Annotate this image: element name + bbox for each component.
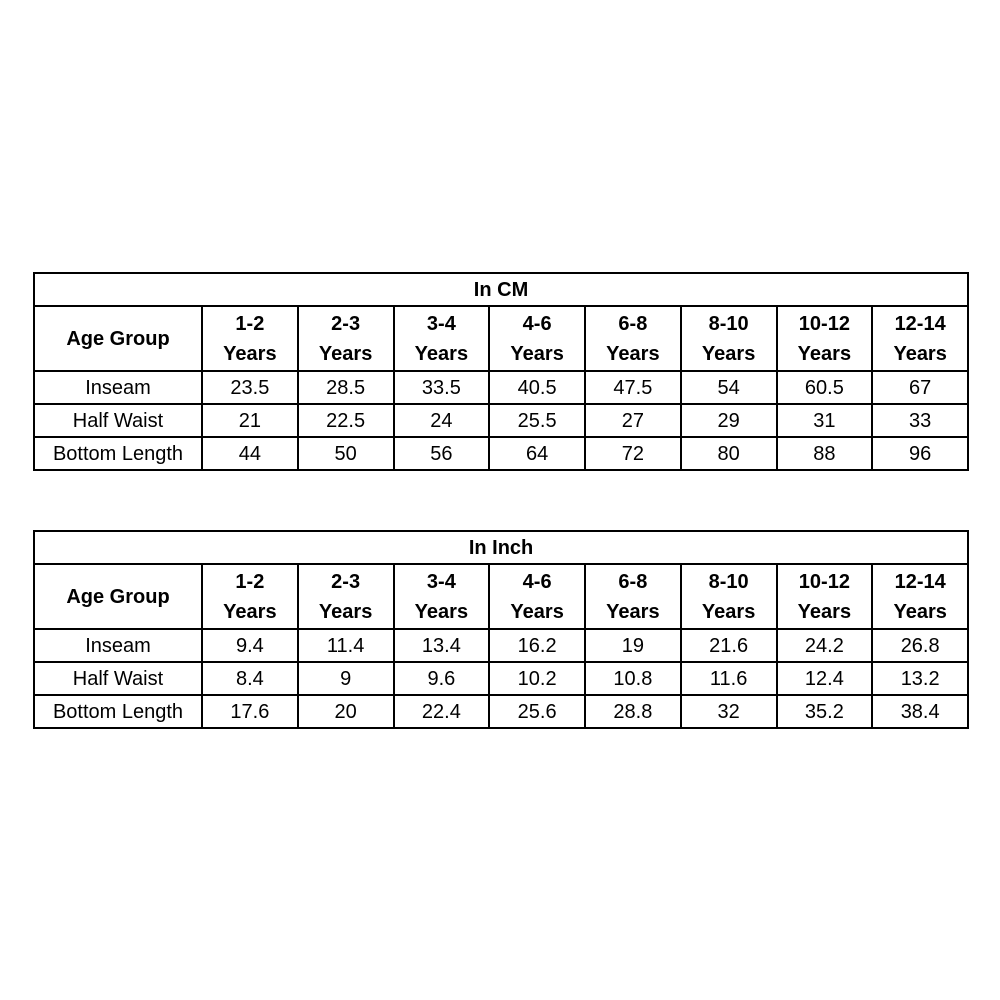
column-header bbox=[681, 306, 777, 371]
table-title: In CM bbox=[34, 273, 968, 306]
table-row bbox=[34, 662, 968, 695]
table-cell: 72 bbox=[585, 437, 681, 470]
row-label: Inseam bbox=[34, 629, 202, 662]
table-cell: 25.5 bbox=[489, 404, 585, 437]
header-row bbox=[34, 306, 968, 371]
column-header bbox=[394, 306, 490, 371]
size-table-cm bbox=[33, 272, 969, 471]
table-cell: 13.4 bbox=[394, 629, 490, 662]
column-unit: Years bbox=[701, 342, 756, 365]
table-row bbox=[34, 371, 968, 404]
column-unit: Years bbox=[318, 342, 373, 365]
column-range: 2-3 bbox=[331, 570, 361, 593]
table-cell: 9 bbox=[298, 662, 394, 695]
table-cell: 11.4 bbox=[298, 629, 394, 662]
column-range: 8-10 bbox=[708, 312, 749, 335]
table-cell: 11.6 bbox=[681, 662, 777, 695]
table-cell: 47.5 bbox=[585, 371, 681, 404]
column-header bbox=[202, 564, 298, 629]
table-cell: 56 bbox=[394, 437, 490, 470]
table-cell: 17.6 bbox=[202, 695, 298, 728]
table-cell: 21.6 bbox=[681, 629, 777, 662]
table-title: In Inch bbox=[34, 531, 968, 564]
column-range: 2-3 bbox=[331, 312, 361, 335]
column-unit: Years bbox=[701, 600, 756, 623]
column-range: 12-14 bbox=[894, 312, 946, 335]
title-row bbox=[34, 273, 968, 306]
table-cell: 32 bbox=[681, 695, 777, 728]
table-cell: 29 bbox=[681, 404, 777, 437]
column-range: 4-6 bbox=[522, 570, 552, 593]
table-cell: 10.8 bbox=[585, 662, 681, 695]
table-cell: 50 bbox=[298, 437, 394, 470]
table-cell: 24 bbox=[394, 404, 490, 437]
column-range: 8-10 bbox=[708, 570, 749, 593]
row-label: Half Waist bbox=[34, 662, 202, 695]
table-cell: 25.6 bbox=[489, 695, 585, 728]
column-unit: Years bbox=[510, 600, 564, 623]
column-header bbox=[394, 564, 490, 629]
column-unit: Years bbox=[893, 600, 947, 623]
column-header bbox=[202, 306, 298, 371]
column-unit: Years bbox=[893, 342, 947, 365]
table-cell: 60.5 bbox=[777, 371, 873, 404]
table-row bbox=[34, 695, 968, 728]
column-unit: Years bbox=[223, 600, 277, 623]
column-range: 1-2 bbox=[235, 570, 265, 593]
column-unit: Years bbox=[797, 342, 852, 365]
table-cell: 9.4 bbox=[202, 629, 298, 662]
table-cell: 10.2 bbox=[489, 662, 585, 695]
table-cell: 21 bbox=[202, 404, 298, 437]
column-unit: Years bbox=[414, 342, 469, 365]
table-cell: 19 bbox=[585, 629, 681, 662]
table-cell: 88 bbox=[777, 437, 873, 470]
table-cell: 80 bbox=[681, 437, 777, 470]
table-cell: 22.4 bbox=[394, 695, 490, 728]
table-cell: 24.2 bbox=[777, 629, 873, 662]
column-range: 6-8 bbox=[618, 570, 648, 593]
column-range: 12-14 bbox=[894, 570, 946, 593]
column-header bbox=[872, 306, 968, 371]
title-row bbox=[34, 531, 968, 564]
size-table-inch bbox=[33, 530, 969, 729]
table-cell: 26.8 bbox=[872, 629, 968, 662]
column-unit: Years bbox=[606, 600, 660, 623]
column-unit: Years bbox=[510, 342, 564, 365]
column-header bbox=[872, 564, 968, 629]
table-cell: 28.8 bbox=[585, 695, 681, 728]
column-header bbox=[298, 306, 394, 371]
table-cell: 27 bbox=[585, 404, 681, 437]
column-unit: Years bbox=[318, 600, 373, 623]
table-cell: 40.5 bbox=[489, 371, 585, 404]
table-cell: 8.4 bbox=[202, 662, 298, 695]
column-header bbox=[489, 564, 585, 629]
header-row bbox=[34, 564, 968, 629]
column-unit: Years bbox=[414, 600, 469, 623]
row-header-cell: Age Group bbox=[34, 306, 202, 371]
table-cell: 12.4 bbox=[777, 662, 873, 695]
column-range: 1-2 bbox=[235, 312, 265, 335]
table-cell: 22.5 bbox=[298, 404, 394, 437]
column-header bbox=[585, 306, 681, 371]
table-cell: 23.5 bbox=[202, 371, 298, 404]
column-header bbox=[298, 564, 394, 629]
table-cell: 16.2 bbox=[489, 629, 585, 662]
table-cell: 31 bbox=[777, 404, 873, 437]
table-row bbox=[34, 437, 968, 470]
table-cell: 35.2 bbox=[777, 695, 873, 728]
column-range: 3-4 bbox=[426, 312, 456, 335]
table-cell: 64 bbox=[489, 437, 585, 470]
table-cell: 44 bbox=[202, 437, 298, 470]
table-cell: 67 bbox=[872, 371, 968, 404]
column-unit: Years bbox=[797, 600, 852, 623]
table-cell: 13.2 bbox=[872, 662, 968, 695]
table-cell: 20 bbox=[298, 695, 394, 728]
row-header-cell: Age Group bbox=[34, 564, 202, 629]
table-row bbox=[34, 629, 968, 662]
table-cell: 96 bbox=[872, 437, 968, 470]
table-cell: 28.5 bbox=[298, 371, 394, 404]
row-label: Bottom Length bbox=[34, 437, 202, 470]
column-range: 4-6 bbox=[522, 312, 552, 335]
column-range: 10-12 bbox=[798, 570, 850, 593]
row-label: Inseam bbox=[34, 371, 202, 404]
column-range: 3-4 bbox=[426, 570, 456, 593]
table-cell: 38.4 bbox=[872, 695, 968, 728]
table-cell: 33.5 bbox=[394, 371, 490, 404]
column-header bbox=[777, 306, 873, 371]
column-unit: Years bbox=[606, 342, 660, 365]
column-unit: Years bbox=[223, 342, 277, 365]
row-label: Half Waist bbox=[34, 404, 202, 437]
column-range: 10-12 bbox=[798, 312, 850, 335]
table-row bbox=[34, 404, 968, 437]
column-header bbox=[681, 564, 777, 629]
column-range: 6-8 bbox=[618, 312, 648, 335]
row-label: Bottom Length bbox=[34, 695, 202, 728]
table-cell: 33 bbox=[872, 404, 968, 437]
table-cell: 54 bbox=[681, 371, 777, 404]
table-cell: 9.6 bbox=[394, 662, 490, 695]
column-header bbox=[489, 306, 585, 371]
column-header bbox=[585, 564, 681, 629]
column-header bbox=[777, 564, 873, 629]
